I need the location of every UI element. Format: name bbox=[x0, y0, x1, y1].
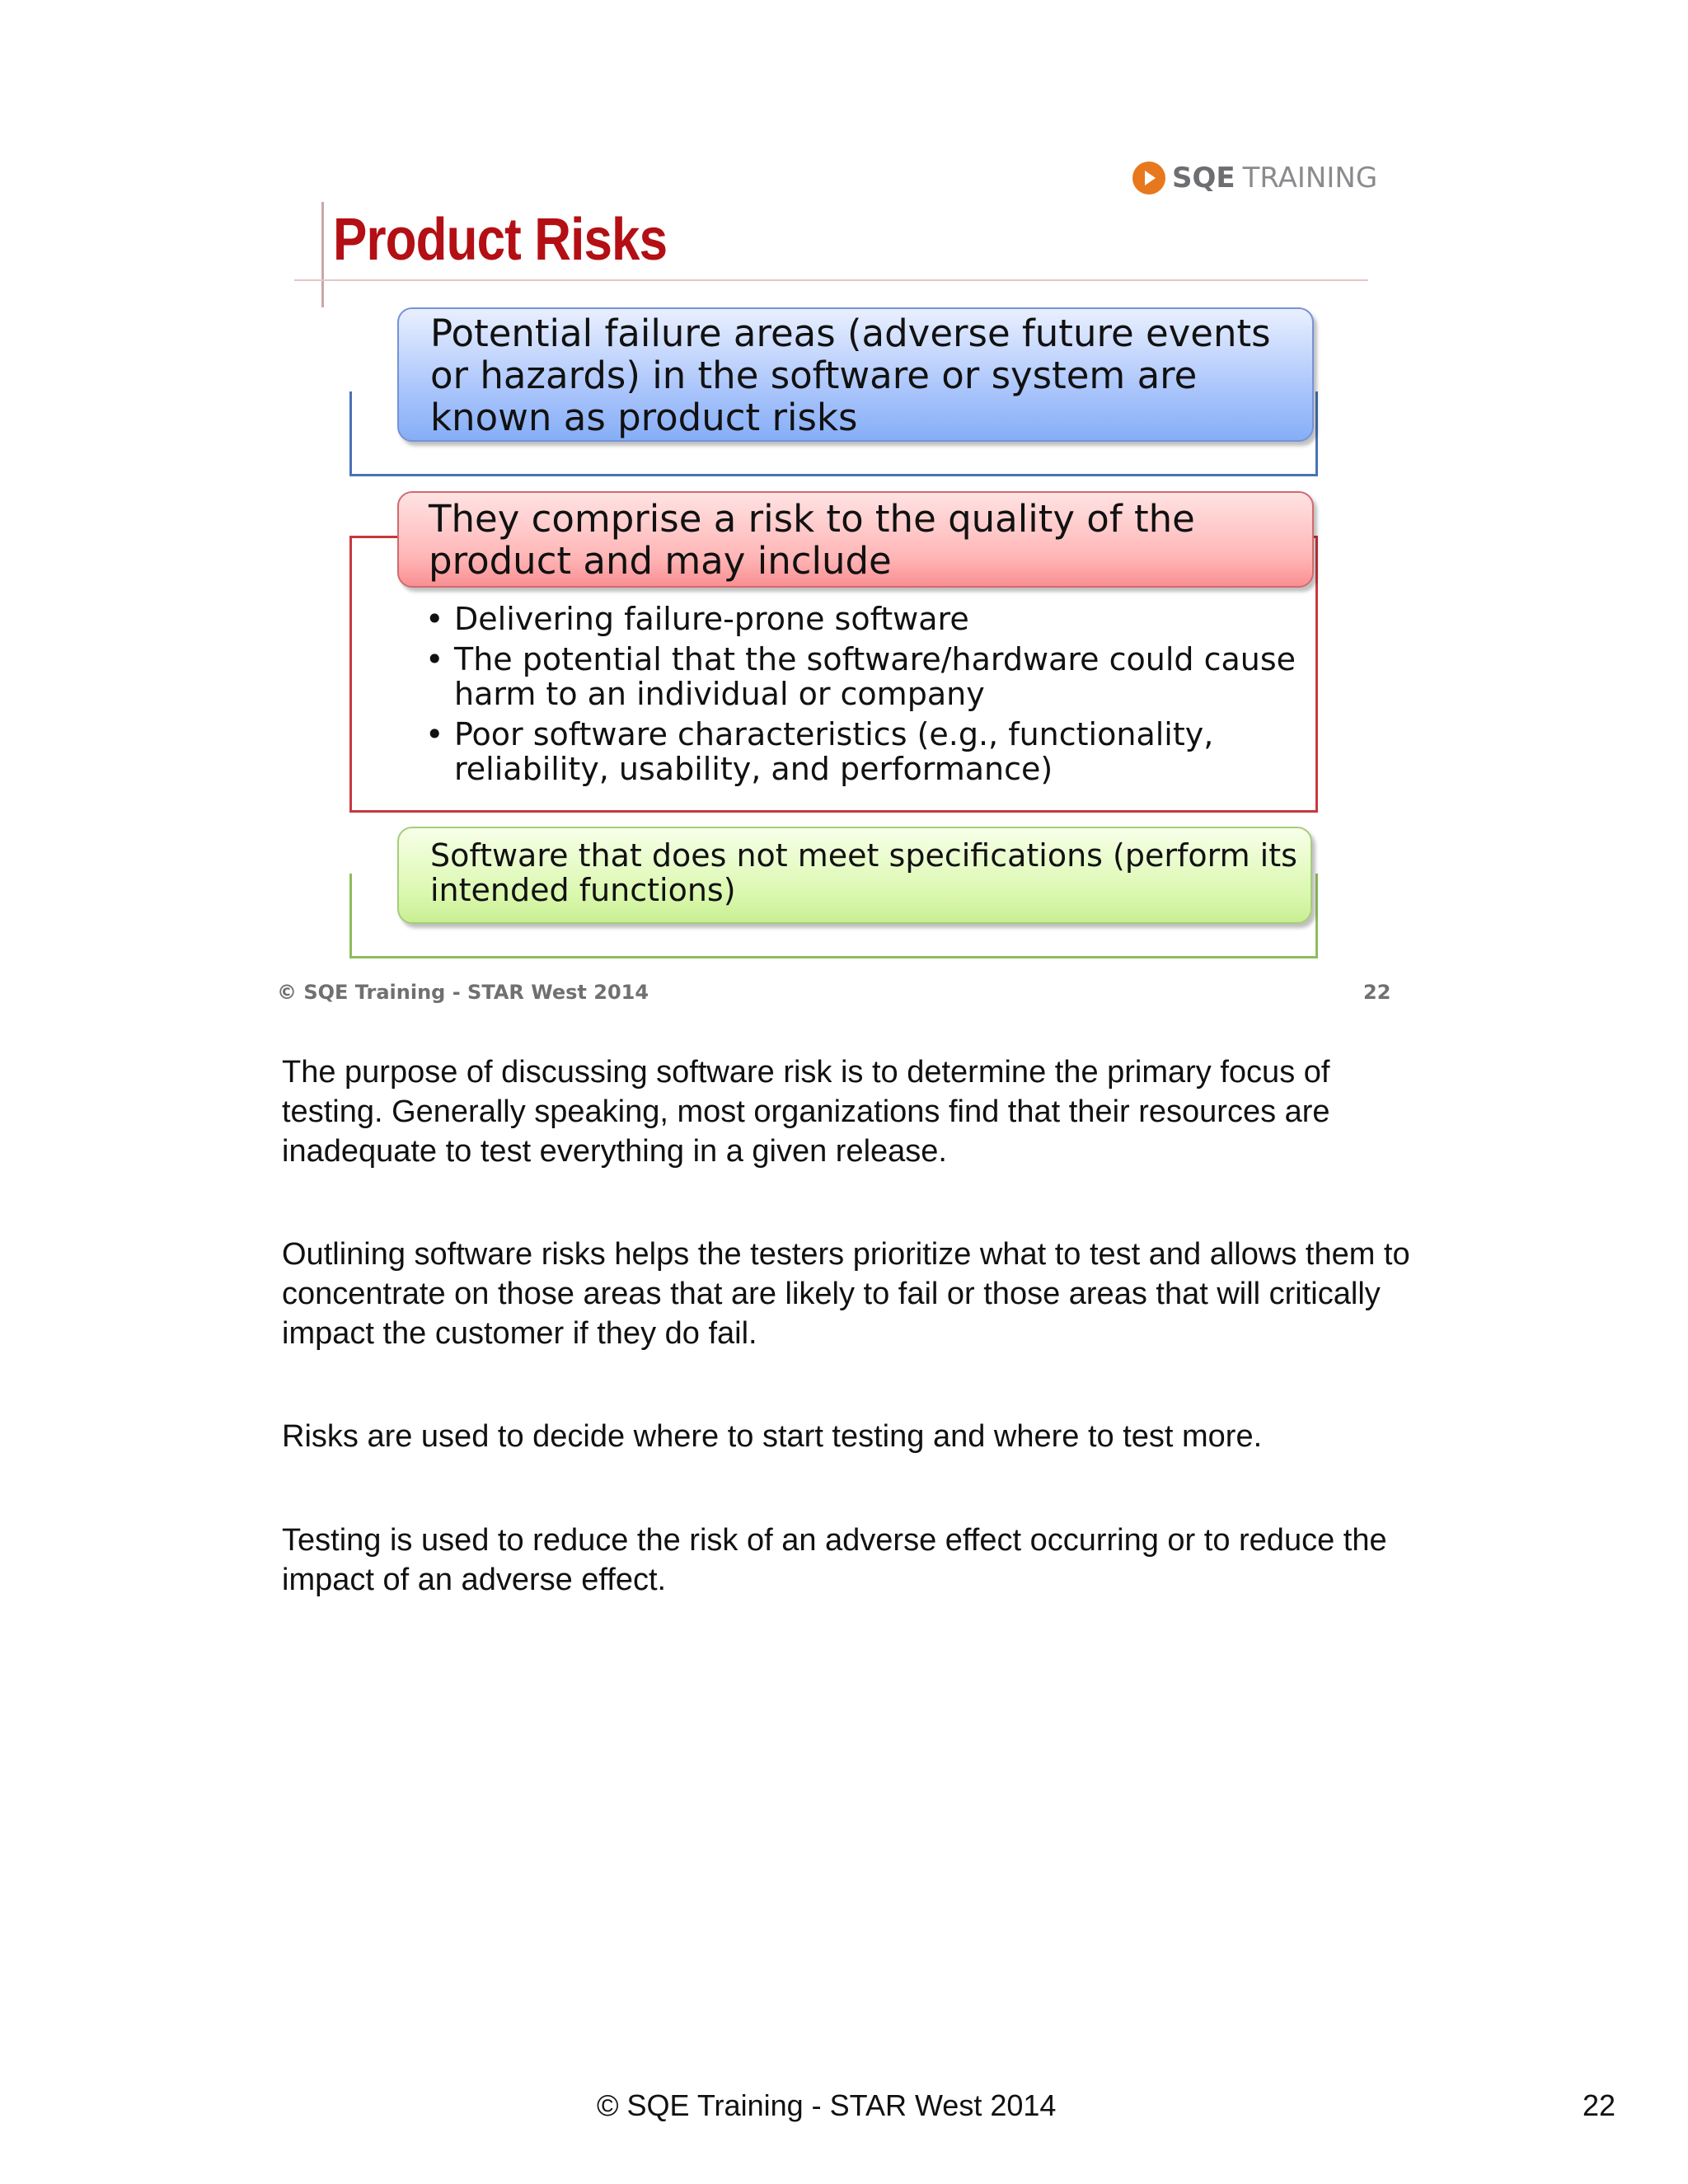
note-paragraph bbox=[282, 1417, 1411, 1456]
quality-risk-box bbox=[397, 491, 1314, 588]
title-underline bbox=[294, 279, 1368, 281]
play-logo-icon bbox=[1132, 162, 1165, 194]
slide-title: Product Risks bbox=[333, 207, 668, 273]
note-text: Outlining software risks helps the testers prioritize what to test and allows them to concentrate on those areas that are likely to fail or those areas that will critically impact the customer if they do fail. bbox=[282, 1237, 1410, 1351]
note-paragraph bbox=[282, 1521, 1411, 1600]
page-footer: © SQE Training - STAR West 2014 bbox=[597, 2088, 1057, 2122]
bullet-item: • Delivering failure-prone software bbox=[425, 602, 1299, 636]
bullet-item: • Poor software characteristics (e.g., functionality, reliability, usability, and performance) bbox=[425, 717, 1299, 786]
slide-number: 22 bbox=[1363, 981, 1391, 1004]
title-accent-vertical-line bbox=[321, 202, 324, 307]
note-paragraph bbox=[282, 1235, 1411, 1353]
slide-footer: © SQE Training - STAR West 2014 bbox=[277, 981, 649, 1004]
page-number: 22 bbox=[1582, 2088, 1616, 2122]
bullet-item: • The potential that the software/hardware could cause harm to an individual or company bbox=[425, 642, 1299, 711]
logo-word: TRAINING bbox=[1242, 162, 1378, 194]
note-text: Risks are used to decide where to start testing and where to test more. bbox=[282, 1419, 1263, 1454]
product-risk-definition-text: Potential failure areas (adverse future events or hazards) in the software or system are known as product risks bbox=[430, 312, 1271, 439]
note-text: Testing is used to reduce the risk of an adverse effect occurring or to reduce the impact of an adverse effect. bbox=[282, 1523, 1387, 1597]
product-risk-definition-box bbox=[397, 307, 1314, 442]
logo-brand: SQE bbox=[1172, 162, 1236, 194]
quality-risk-text: They comprise a risk to the quality of the product and may include bbox=[429, 497, 1195, 583]
risk-bullet-list bbox=[425, 602, 1299, 792]
sqe-training-logo bbox=[1132, 157, 1377, 199]
specification-risk-text: Software that does not meet specifications (perform its intended functions) bbox=[430, 837, 1297, 908]
note-text: The purpose of discussing software risk is to determine the primary focus of testing. Generally speaking, most organizations find that their resources are inadequate to test everything in a given release. bbox=[282, 1055, 1330, 1169]
note-paragraph bbox=[282, 1052, 1411, 1171]
specification-risk-box bbox=[397, 827, 1312, 924]
